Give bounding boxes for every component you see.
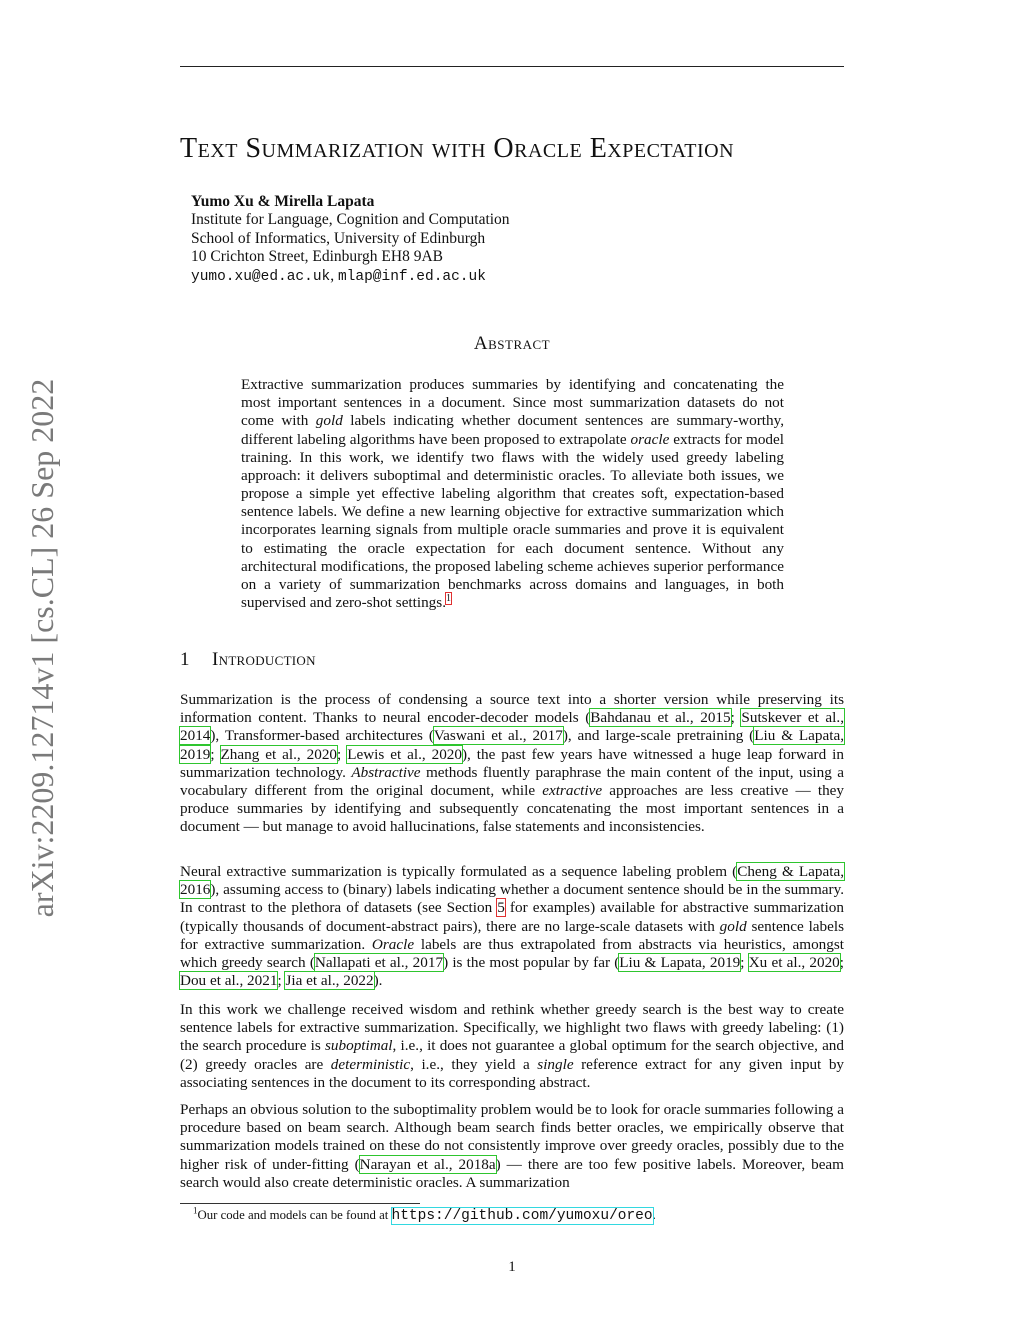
paragraph-emphasis: deterministic [330,1055,411,1073]
email-link[interactable]: yumo.xu@ed.ac.uk [191,268,331,285]
abstract-emphasis: gold [315,412,343,430]
author-address: 10 Crichton Street, Edinburgh EH8 9AB [191,248,443,266]
paragraph-text: ; [839,953,844,971]
author-block [191,193,510,286]
paragraph-text: In this work we challenge received wisdom and rethink whether greedy search is the best way to create sentence labels for extractive summarization. Specifically, we highlight two flaws with greedy labeling: (1) the search procedure is [180,1001,844,1055]
arxiv-identifier-stamp[interactable]: arXiv:2209.12714v1 [cs.CL] 26 Sep 2022 [24,378,60,918]
footnote-mark: 1 [193,1205,198,1216]
paragraph-emphasis: extractive [542,781,603,799]
paragraph-text: ; [740,953,749,971]
section-title: Introduction [212,649,316,670]
author-emails [191,267,510,286]
footnote-rule [180,1203,420,1204]
paragraph-text: ; [277,972,286,990]
footnote [193,1207,656,1224]
abstract-text: Extractive summarization produces summaries by identifying and concatenating the most important sentences in a document. Since most summarization datasets do not come with [241,376,784,430]
email-separator: , [330,266,338,284]
paragraph-emphasis: suboptimal [325,1037,393,1055]
paragraph-text: reference extract for any given input by associating sentences in the document to its corresponding abstract. [180,1055,845,1091]
paragraph-text: Perhaps an obvious solution to the suboptimality problem would be to look for oracle summaries following a procedure based on beam search. Although beam search finds better oracles, we empirically observe that summarization models trained on these do not consistently improve over greedy oracles, possibly due to the higher risk of under-fitting ( [180,1101,844,1173]
section-number: 1 [180,649,190,670]
author-institute: Institute for Language, Cognition and Computation [191,211,510,229]
section-heading-introduction [180,649,316,671]
top-rule [180,66,844,67]
paper-title: Text Summarization with Oracle Expectation [180,133,735,164]
citation-link[interactable]: Nallapati et al., 2017 [314,953,444,971]
email-link[interactable]: mlap@inf.ed.ac.uk [337,268,486,285]
citation-link[interactable]: Xu et al., 2020 [748,953,840,971]
intro-paragraph-2 [180,863,844,990]
paragraph-text: ; [730,709,742,727]
paragraph-text: Summarization is the process of condensing a source text into a shorter version while preserving its information content. Thanks to neural encoder-decoder models ( [180,691,844,727]
abstract-emphasis: oracle [630,430,670,448]
intro-paragraph-1 [180,691,844,836]
intro-paragraph-3 [180,1001,844,1092]
repository-url-link[interactable]: https://github.com/yumoxu/oreo [391,1208,653,1224]
author-school: School of Informatics, University of Edinburgh [191,229,486,247]
citation-link[interactable]: Zhang et al., 2020 [220,745,338,763]
abstract-text: extracts for model training. In this work, we identify two flaws with the widely used greedy labeling approach: it delivers suboptimal and deterministic oracles. To alleviate both issues, we propose a simple yet effective labeling algorithm that creates soft, expectation-based sentence labels. We define a new learning objective for extractive summarization which incorporates learning signals from multiple oracle summaries and prove it is equivalent to estimating the oracle expectation for each document sentence. Without any architectural modifications, the proposed labeling scheme achieves superior performance on a variety of summarization benchmarks across domains and languages, in both supervised and zero-shot settings. [241,430,784,612]
section-reference-link[interactable]: 5 [497,899,505,917]
citation-link[interactable]: Bahdanau et al., 2015 [590,709,731,727]
citation-link[interactable]: Liu & Lapata, 2019 [619,953,741,971]
footnote-text: Our code and models can be found at [197,1208,392,1222]
paragraph-text: ), Transformer-based architectures ( [210,727,434,745]
paragraph-text: , i.e., they yield a [410,1055,538,1073]
citation-link[interactable]: Sutskever et al., 2014 [180,709,844,745]
author-names: Yumo Xu & Mirella Lapata [191,193,375,210]
paragraph-text: ; [337,745,348,763]
paragraph-text: ; [210,745,221,763]
abstract-text: labels indicating whether document sentences are summary-worthy, different labeling algorithms have been proposed to extrapolate [241,412,784,448]
citation-link[interactable]: Jia et al., 2022 [285,972,374,990]
paragraph-text: ) — there are too few positive labels. Moreover, beam search would also create deterministic oracles. A summarization [180,1155,844,1191]
page-number: 1 [508,1259,516,1275]
citation-link[interactable]: Liu & Lapata, 2019 [180,727,844,763]
paragraph-text: , i.e., it does not guarantee a global optimum for the search objective, and (2) greedy oracles are [180,1037,844,1073]
intro-paragraph-4 [180,1101,844,1192]
citation-link[interactable]: Lewis et al., 2020 [347,745,462,763]
abstract-heading: Abstract [473,333,551,354]
footnote-link[interactable]: 1 [446,593,451,604]
paragraph-text: ), and large-scale pretraining ( [562,727,755,745]
paragraph-text: sentence labels for extractive summarization. [180,917,844,953]
paragraph-text: ) is the most popular by far ( [443,953,620,971]
paragraph-text: approaches are less creative — they produce summaries by identifying and subsequently concatenating the most important sentences in a document — but manage to avoid hallucinations, false statements and inconsistencies. [180,781,844,836]
paragraph-text: labels are thus extrapolated from abstracts via heuristics, amongst which greedy search ( [180,935,844,971]
paragraph-emphasis: Oracle [371,935,415,953]
paragraph-text: Neural extractive summarization is typically formulated as a sequence labeling problem ( [180,863,738,880]
citation-link[interactable]: Narayan et al., 2018a [359,1155,496,1173]
paragraph-emphasis: gold [719,917,747,935]
paragraph-text: methods fluently paraphrase the main content of the input, using a vocabulary different from the original document, while [180,763,844,799]
citation-link[interactable]: Dou et al., 2021 [180,972,278,990]
paragraph-text: ). [373,972,383,990]
paragraph-emphasis: single [537,1055,574,1073]
paragraph-emphasis: Abstractive [351,763,421,781]
citation-link[interactable]: Cheng & Lapata, 2016 [180,863,844,899]
footnote-end: . [652,1208,656,1222]
paragraph-text: for examples) available for abstractive summarization (typically thousands of document-abstract pairs), there are no large-scale datasets with [180,899,844,935]
paragraph-text: ), the past few years have witnessed a huge leap forward in summarization technology. [180,745,844,781]
paragraph-text: ), assuming access to (binary) labels indicating whether a document sentence should be in the summary. In contrast to the plethora of datasets (see Section [180,881,844,917]
abstract-body [241,376,784,612]
citation-link[interactable]: Vaswani et al., 2017 [433,727,563,745]
